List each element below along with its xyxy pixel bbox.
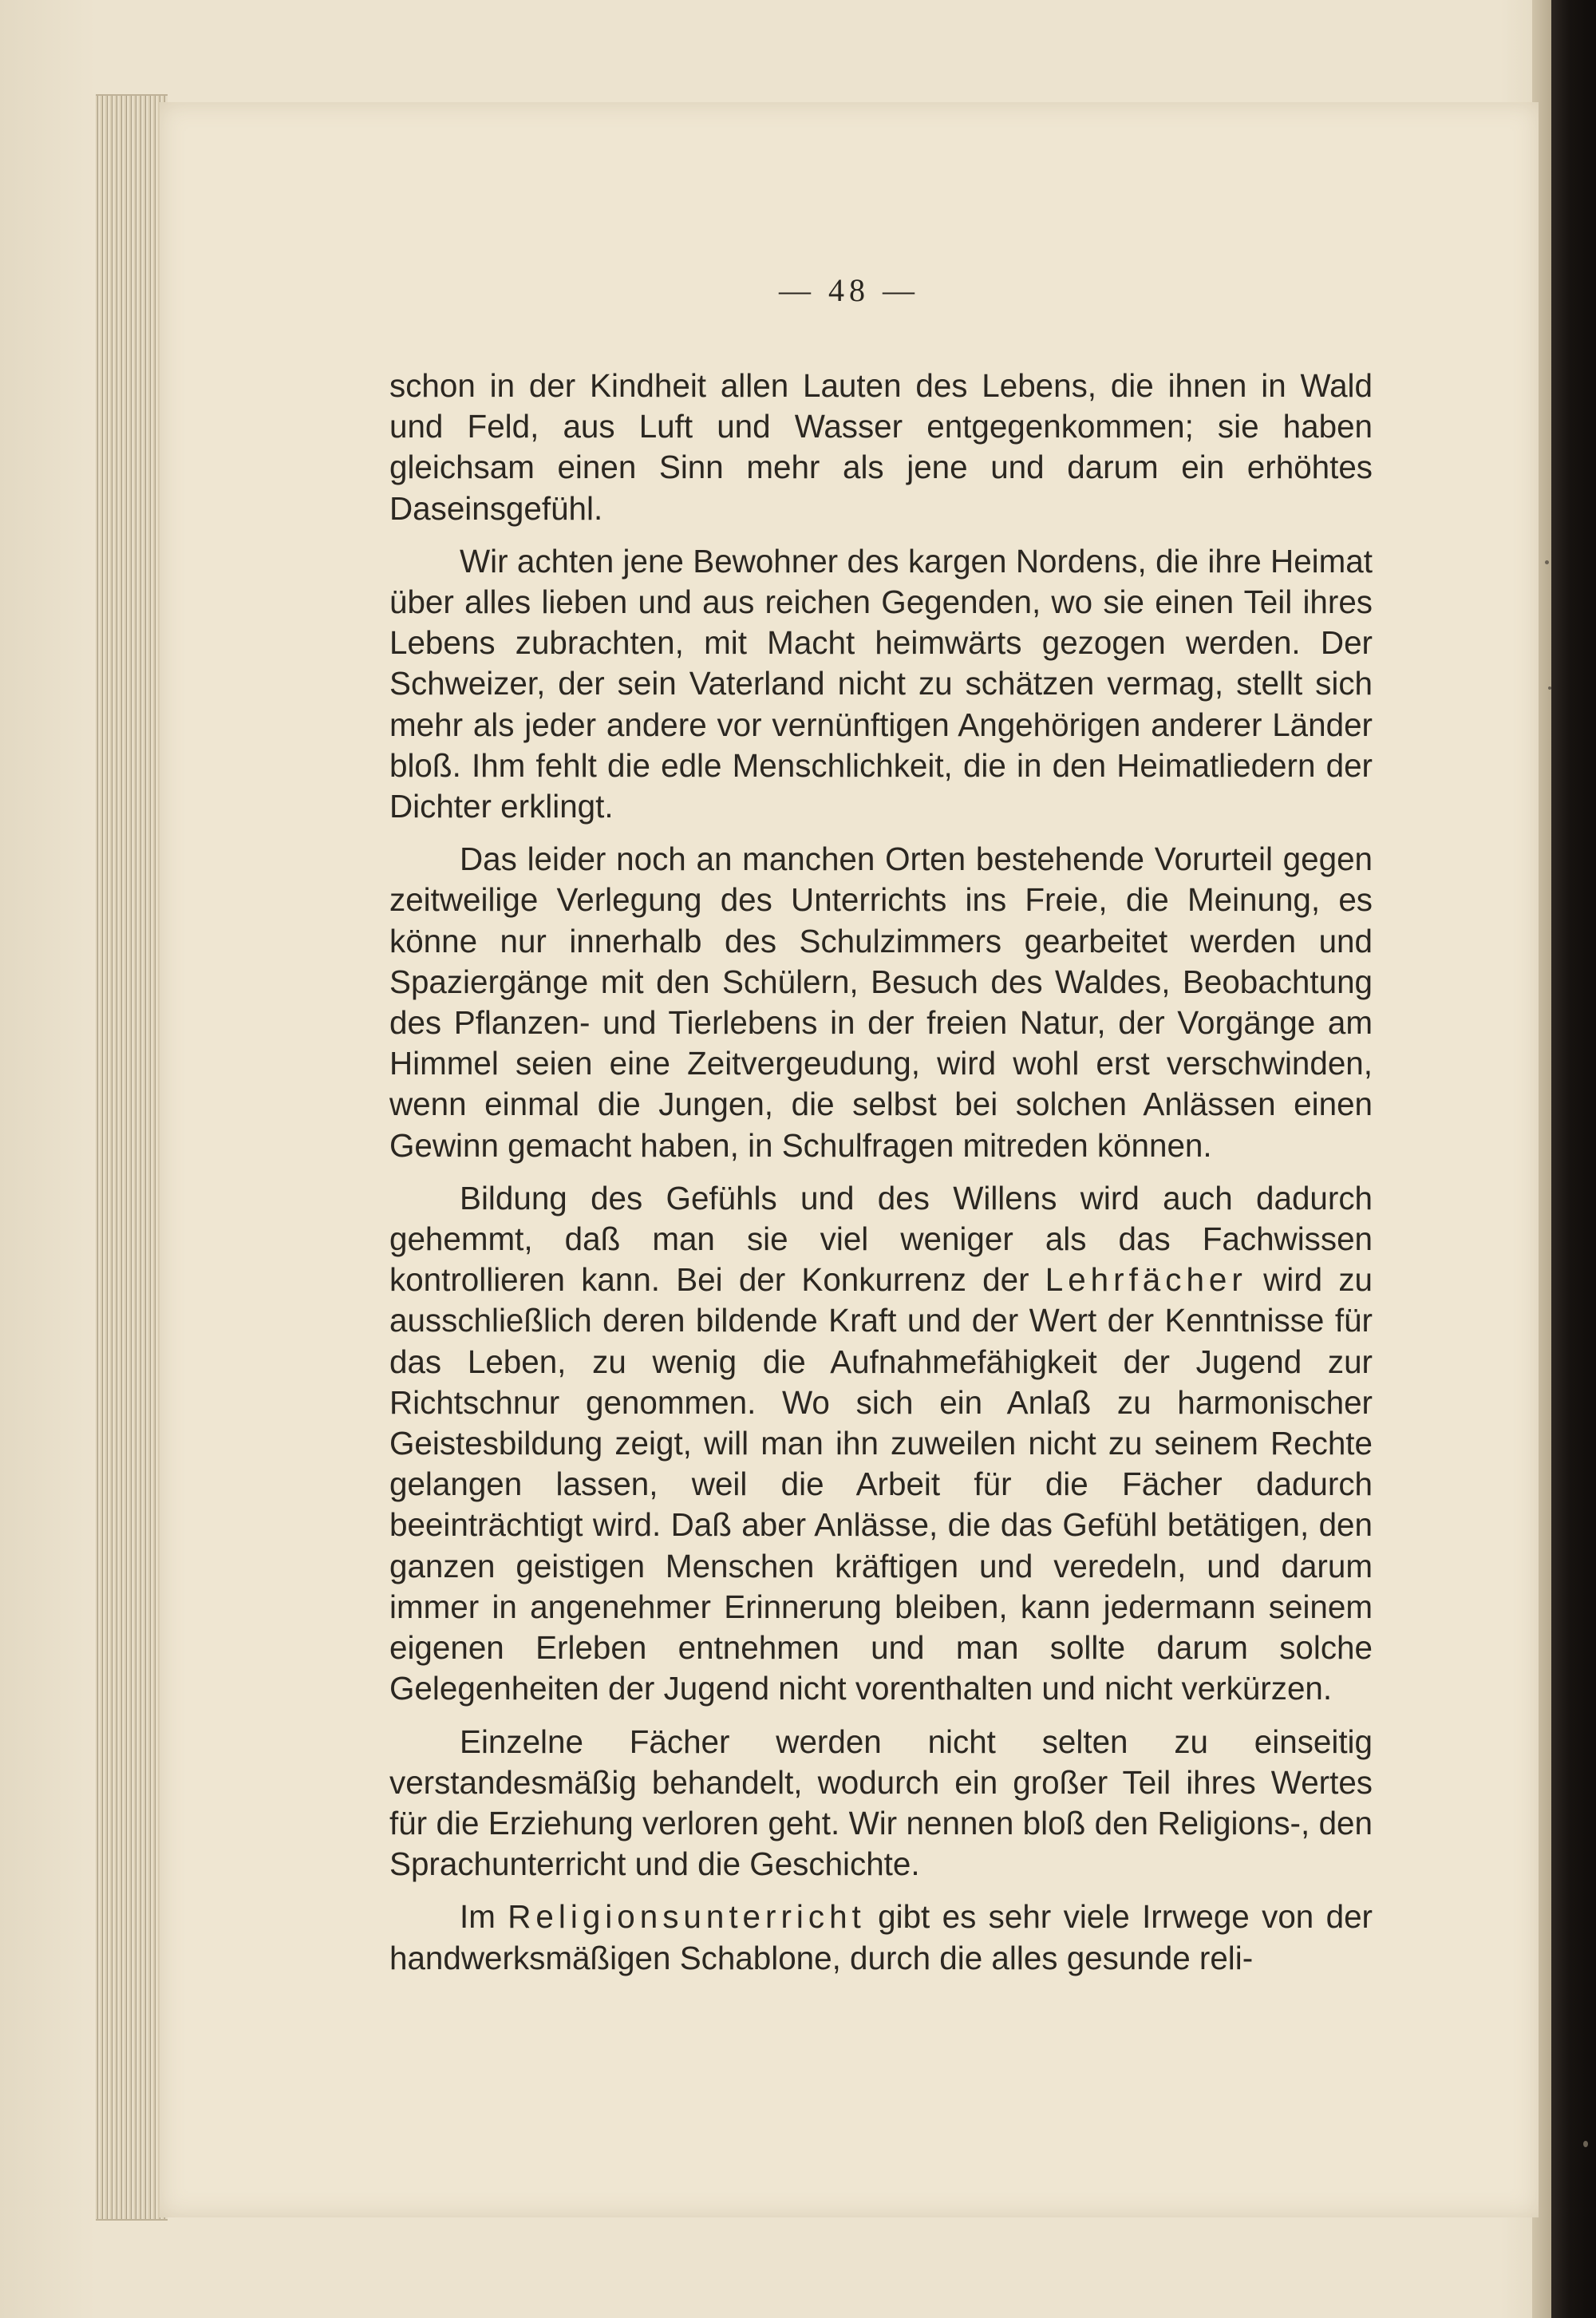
page-number: — 48 — (779, 272, 919, 308)
ink-speck (1545, 560, 1549, 564)
paragraph-6-start: Im (460, 1898, 508, 1936)
page-edges (96, 94, 168, 2221)
paragraph-2: Wir achten jene Bewohner des kargen Nordens, die ihre Heimat über alles lieben und aus reichen Gegenden, wo sie einen Teil ihres Lebens zubrachten, mit Macht heimwärts gezogen werden. Der Schweizer, der sein Vaterland nicht zu schätzen vermag, stellt sich mehr als jeder andere vor vernünftigen Angehörigen anderer Länder bloß. Ihm fehlt die edle Menschlichkeit, die in den Heimatliedern der Dichter erklingt. (389, 542, 1373, 825)
emphasized-term-lehrfaecher: Lehrfächer (1045, 1261, 1247, 1299)
emphasized-term-religionsunterricht: Religionsunterricht (508, 1898, 866, 1936)
book-page (160, 102, 1539, 2217)
paragraph-4 (389, 1178, 1373, 1710)
paragraph-4-start: Bildung des Gefühls und des Willens wird auch dadurch gehemmt, daß man sie viel weniger als das Fachwissen kontrollieren kann. Bei der Konkurrenz der (389, 1179, 1373, 1299)
paragraph-6-end: gibt es sehr viele Irrwege von der handwerksmäßigen Schablone, durch die alles gesunde reli- (389, 1898, 1373, 1976)
paragraph-6 (389, 1897, 1373, 1978)
paragraph-3: Das leider noch an manchen Orten bestehende Vorurteil gegen zeitweilige Verlegung des Unterrichts ins Freie, die Meinung, es könne nur innerhalb des Schulzimmers gearbeitet werden und Spaziergänge mit den Schülern, Besuch des Waldes, Beobachtung des Pflanzen- und Tierlebens in der freien Natur, der Vorgänge am Himmel seien eine Zeitvergeudung, wird wohl erst verschwinden, wenn einmal die Jungen, die selbst bei solchen Anlässen einen Gewinn gemacht haben, in Schulfragen mitreden können. (389, 841, 1373, 1164)
paragraph-1: schon in der Kindheit allen Lauten des Lebens, die ihnen in Wald und Feld, aus Luft und Wasser entgegenkommen; sie haben gleichsam einen Sinn mehr als jene und darum ein erhöhtes Daseinsgefühl. (389, 367, 1373, 527)
ink-speck (1548, 686, 1551, 690)
ink-speck (1583, 2141, 1588, 2147)
paragraph-5: Einzelne Fächer werden nicht selten zu einseitig verstandesmäßig behandelt, wodurch ein großer Teil ihres Wertes für die Erziehung verloren geht. Wir nennen bloß den Religions-, den Sprachunterricht und die Geschichte. (389, 1723, 1373, 1883)
paragraph-4-end: wird zu ausschließlich deren bildende Kraft und der Wert der Kenntnisse für das Leben, zu wenig die Aufnahmefähigkeit der Jugend zur Richtschnur genommen. Wo sich ein Anlaß zu harmonischer Geistesbildung zeigt, will man ihn zuweilen nicht zu seinem Rechte gelangen lassen, weil die Arbeit für die Fächer dadurch beeinträchtigt wird. Daß aber Anlässe, die das Gefühl betätigen, den ganzen geistigen Menschen kräftigen und veredeln, und darum immer in angenehmer Erinnerung bleiben, kann jedermann seinem eigenen Erleben entnehmen und man sollte darum solche Gelegenheiten der Jugend nicht vorenthalten und nicht verkürzen. (389, 1261, 1373, 1707)
book-binding (1551, 0, 1596, 2318)
body-text (389, 366, 1373, 1991)
